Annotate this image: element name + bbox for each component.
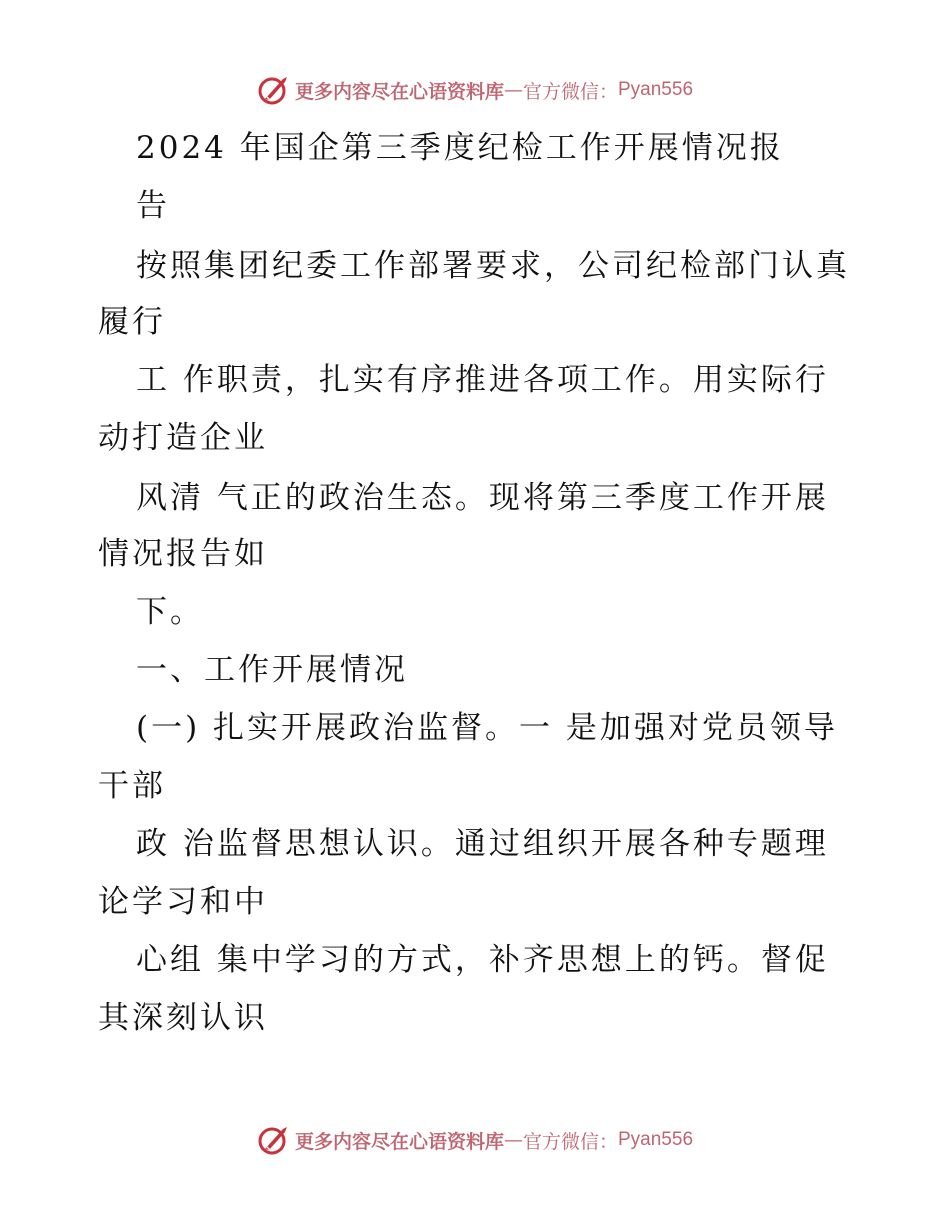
banner-brand-text: 更多内容尽在心语资料库 xyxy=(294,80,504,103)
doc-paragraph-line: 情况报告如 xyxy=(98,536,268,572)
doc-subsection-line: (一) 扎实开展政治监督。一 是加强对党员领导 xyxy=(136,710,838,746)
banner-separator: — xyxy=(503,1129,523,1151)
header-watermark-banner xyxy=(0,70,950,110)
doc-paragraph-line: 干部 xyxy=(98,768,166,804)
doc-paragraph-line: 履行 xyxy=(98,304,166,340)
banner-wechat-label: 官方微信： xyxy=(522,1130,618,1153)
doc-paragraph-line: 其深刻认识 xyxy=(98,1000,268,1036)
banner-separator: — xyxy=(503,79,523,101)
banner-brand-text: 更多内容尽在心语资料库 xyxy=(294,1130,504,1153)
banner-wechat-handle: Pyan556 xyxy=(618,1129,694,1150)
banner-wechat-label: 官方微信： xyxy=(522,80,618,103)
quill-logo-icon xyxy=(257,73,291,107)
doc-paragraph-line: 心组 集中学习的方式，补齐思想上的钙。督促 xyxy=(136,942,829,978)
doc-paragraph-line: 风清 气正的政治生态。现将第三季度工作开展 xyxy=(136,480,829,516)
footer-watermark-banner xyxy=(0,1120,950,1160)
doc-paragraph-line: 下。 xyxy=(136,594,204,630)
doc-paragraph-line: 政 治监督思想认识。通过组织开展各种专题理 xyxy=(136,826,829,862)
banner-wechat-handle: Pyan556 xyxy=(618,79,694,100)
quill-logo-icon xyxy=(257,1123,291,1157)
doc-paragraph-line: 按照集团纪委工作部署要求，公司纪检部门认真 xyxy=(136,248,850,284)
doc-section-heading: 一、工作开展情况 xyxy=(136,652,408,688)
doc-paragraph-line: 动打造企业 xyxy=(98,420,268,456)
doc-title-line-1: 2024 年国企第三季度纪检工作开展情况报 xyxy=(136,130,784,166)
doc-title-line-2: 告 xyxy=(136,188,170,224)
doc-paragraph-line: 论学习和中 xyxy=(98,884,268,920)
doc-paragraph-line: 工 作职责，扎实有序推进各项工作。用实际行 xyxy=(136,362,829,398)
